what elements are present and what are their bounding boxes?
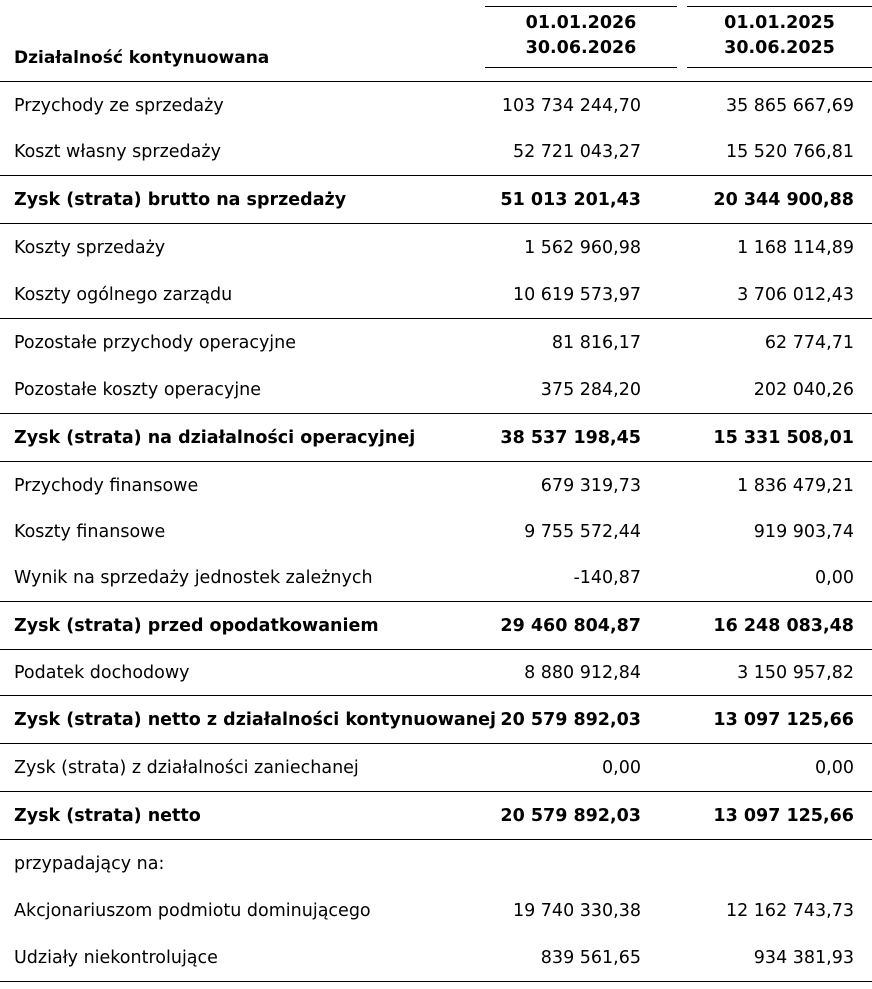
period-end: 30.06.2025: [724, 38, 835, 58]
value-2025: 12 162 743,73: [725, 900, 854, 921]
section-label: Działalność kontynuowana: [14, 48, 270, 68]
value-2025: 13 097 125,66: [713, 709, 854, 730]
row-label: Koszty finansowe: [14, 522, 166, 542]
value-2025: 1 836 479,21: [737, 475, 854, 496]
row-label: Zysk (strata) netto z działalności kontynuowanej: [14, 709, 497, 730]
period-start: 01.01.2025: [724, 13, 835, 33]
table-row: [0, 696, 872, 744]
value-2025: 15 520 766,81: [725, 142, 854, 162]
period-end: 30.06.2026: [525, 38, 637, 58]
row-label: Wynik na sprzedaży jednostek zależnych: [14, 568, 373, 588]
value-2026: -140,87: [573, 568, 641, 588]
value-2026: 103 734 244,70: [501, 95, 641, 116]
row-label: Przychody finansowe: [14, 475, 199, 496]
value-2025: 35 865 667,69: [725, 95, 854, 116]
table-row: [0, 840, 872, 887]
table-header: [0, 0, 872, 82]
table-row: [0, 887, 872, 934]
row-label: Zysk (strata) brutto na sprzedaży: [14, 189, 347, 210]
table-row: [0, 744, 872, 792]
period-start: 01.01.2026: [525, 13, 637, 33]
value-2026: 679 319,73: [540, 475, 641, 496]
row-label: Koszty ogólnego zarządu: [14, 285, 233, 305]
value-2025: 20 344 900,88: [713, 189, 854, 210]
table-row: [0, 367, 872, 414]
value-2025: 202 040,26: [753, 380, 854, 400]
table-row: [0, 82, 872, 129]
value-2026: 81 816,17: [551, 333, 641, 353]
table-row: [0, 272, 872, 319]
value-2026: 839 561,65: [540, 947, 641, 968]
value-2025: 13 097 125,66: [713, 805, 854, 826]
value-2026: 1 562 960,98: [524, 238, 641, 258]
value-2026: 0,00: [602, 757, 641, 778]
table-row: [0, 650, 872, 696]
row-label: Koszt własny sprzedaży: [14, 142, 221, 162]
row-label: Przychody ze sprzedaży: [14, 95, 224, 116]
value-2026: 8 880 912,84: [524, 662, 641, 683]
value-2026: 38 537 198,45: [500, 427, 641, 448]
value-2025: 3 706 012,43: [737, 285, 854, 305]
row-label: przypadający na:: [14, 853, 165, 874]
value-2025: 919 903,74: [753, 522, 854, 542]
row-label: Pozostałe koszty operacyjne: [14, 380, 262, 400]
table-row: [0, 509, 872, 555]
value-2025: 62 774,71: [764, 333, 854, 353]
row-label: Zysk (strata) przed opodatkowaniem: [14, 615, 379, 636]
row-label: Zysk (strata) netto: [14, 805, 201, 826]
period-header-2025: [687, 6, 872, 68]
value-2026: 375 284,20: [540, 380, 641, 400]
value-2026: 29 460 804,87: [500, 615, 641, 636]
row-label: Podatek dochodowy: [14, 662, 190, 683]
value-2026: 19 740 330,38: [512, 900, 641, 921]
table-row: [0, 224, 872, 272]
value-2025: 15 331 508,01: [713, 427, 854, 448]
value-2026: 9 755 572,44: [524, 522, 641, 542]
table-row: [0, 319, 872, 367]
period-header-2026: [485, 6, 677, 68]
value-2025: 0,00: [815, 757, 854, 778]
value-2026: 10 619 573,97: [512, 285, 641, 305]
table-row: [0, 602, 872, 650]
value-2025: 1 168 114,89: [737, 238, 854, 258]
value-2026: 20 579 892,03: [500, 805, 641, 826]
value-2025: 0,00: [815, 568, 854, 588]
value-2025: 934 381,93: [753, 947, 854, 968]
table-row: [0, 792, 872, 840]
row-label: Udziały niekontrolujące: [14, 947, 218, 968]
table-row: [0, 176, 872, 224]
table-row: [0, 462, 872, 509]
table-row: [0, 555, 872, 602]
row-label: Akcjonariuszom podmiotu dominującego: [14, 900, 371, 921]
row-label: Pozostałe przychody operacyjne: [14, 333, 297, 353]
value-2025: 16 248 083,48: [713, 615, 854, 636]
table-row: [0, 934, 872, 982]
row-label: Koszty sprzedaży: [14, 238, 166, 258]
value-2025: 3 150 957,82: [737, 662, 854, 683]
value-2026: 51 013 201,43: [500, 189, 641, 210]
row-label: Zysk (strata) na działalności operacyjnej: [14, 427, 416, 448]
value-2026: 20 579 892,03: [500, 709, 641, 730]
value-2026: 52 721 043,27: [512, 142, 641, 162]
table-row: [0, 414, 872, 462]
row-label: Zysk (strata) z działalności zaniechanej: [14, 757, 359, 778]
table-row: [0, 129, 872, 176]
